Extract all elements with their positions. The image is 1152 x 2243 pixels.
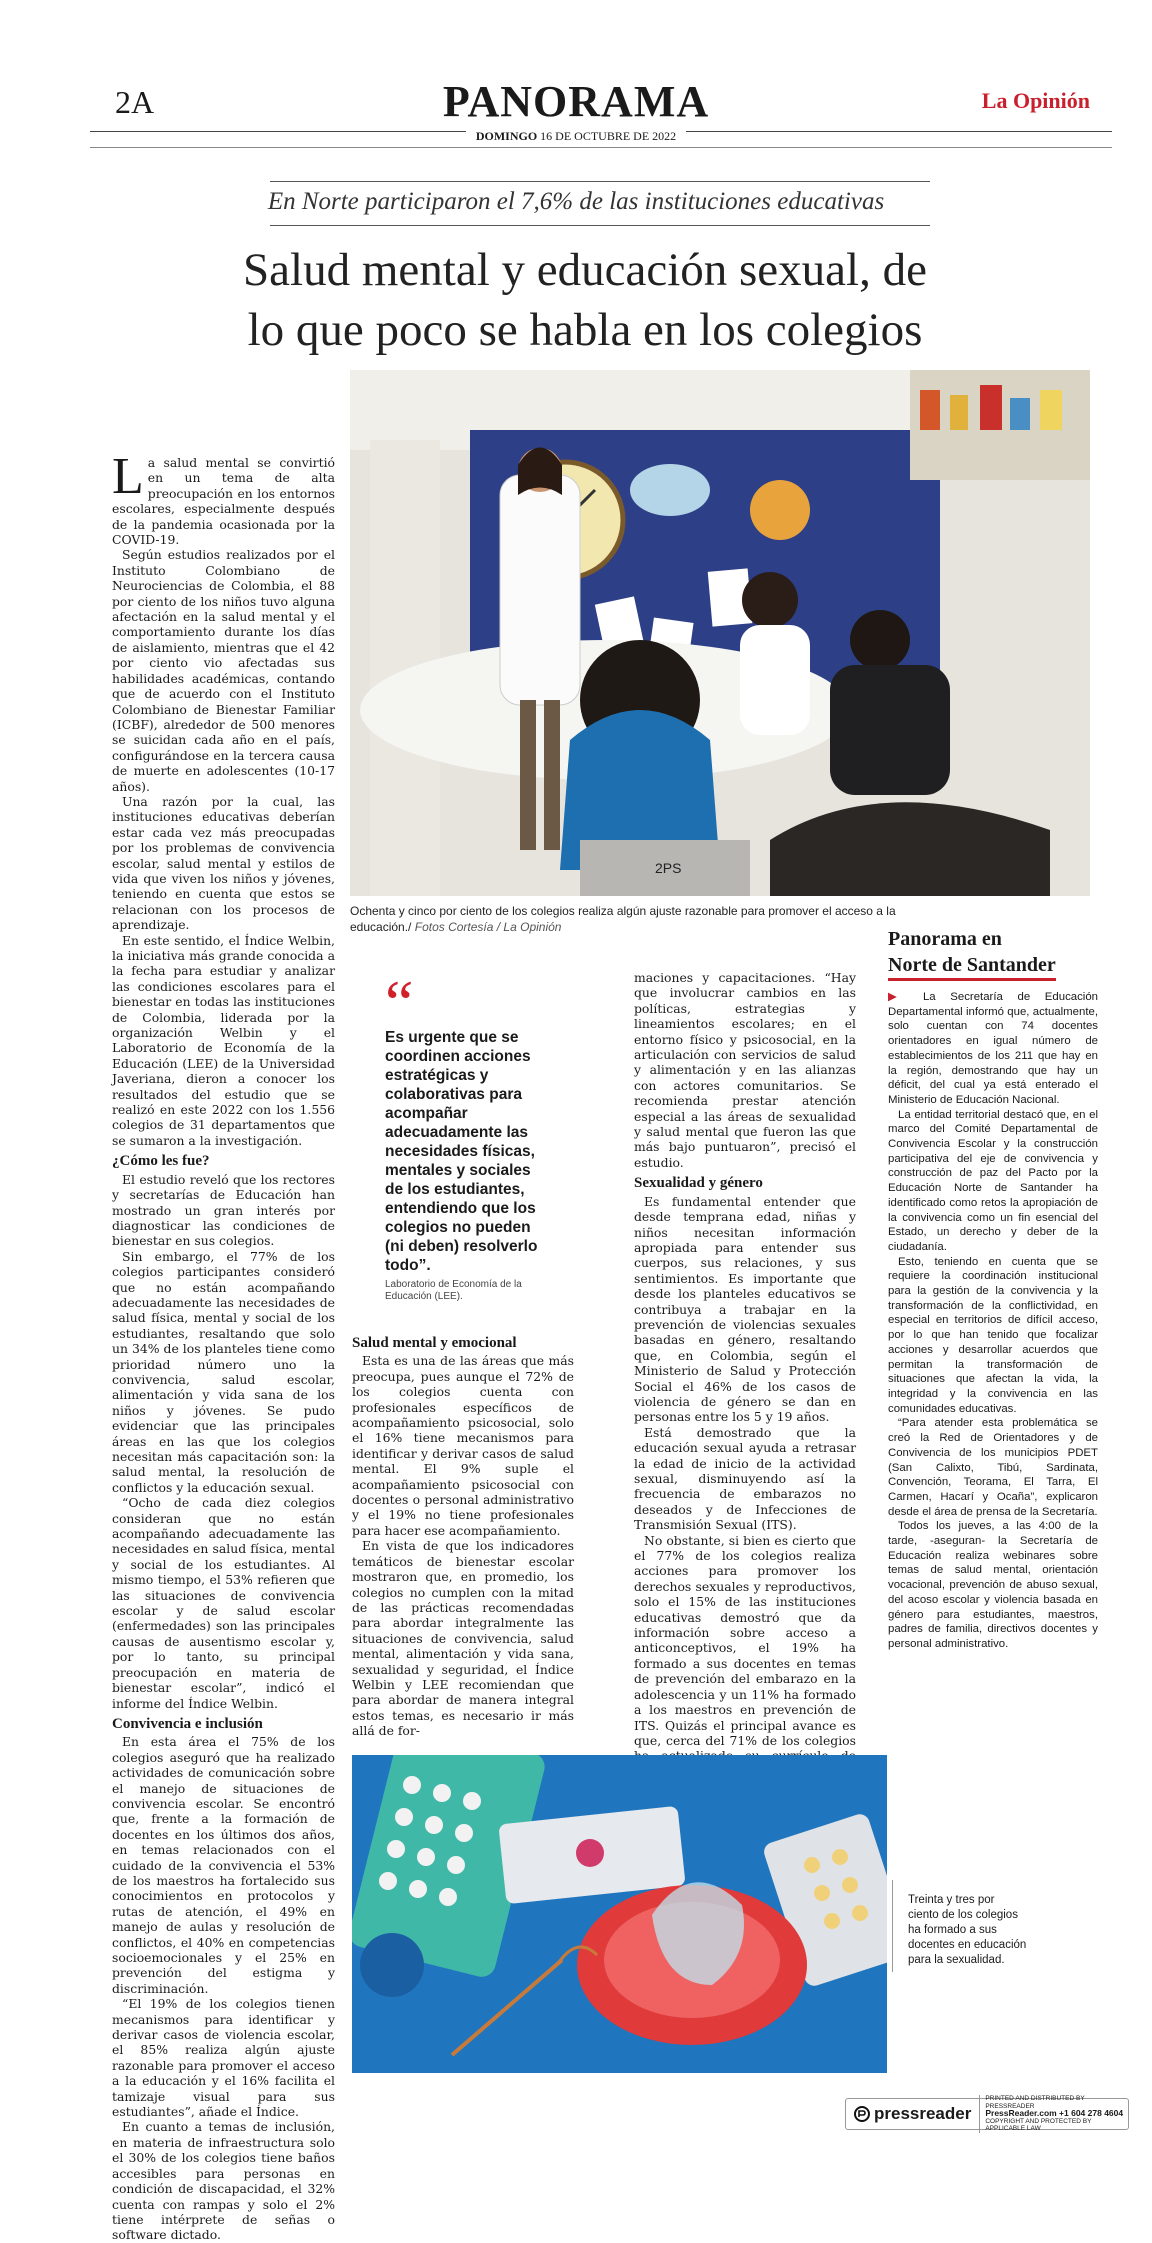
subheading: Salud mental y emocional	[352, 1335, 517, 1351]
caption-rule	[892, 1880, 893, 1972]
paragraph: El estudio reveló que los rectores y secretarías de Educación han mostrado un gran interés por diagnosticar las condiciones de bienestar en sus colegios.	[112, 1171, 335, 1249]
pressreader-notice	[979, 2095, 1128, 2133]
paragraph: En este sentido, el Índice Welbin, la iniciativa más grande conocida a la fecha para estudiar y analizar las condiciones escolares para el bienestar en todas las instituciones de Colombia, liderada por la organización Welbin y el Laboratorio de Economía de la Educación (LEE) de la Universidad Javeriana, dieron a conocer los resultados del estudio que se realizó en este 2022 con los 1.556 colegios de 31 departamentos que se sumaron a la investigación.	[112, 932, 335, 1148]
subheading: Sexualidad y género	[634, 1175, 763, 1192]
kicker: En Norte participaron el 7,6% de las instituciones educativas	[267, 188, 885, 215]
paragraph: La entidad territorial destacó que, en el marco del Comité Departamental de Convivencia Escolar y la construcción participativa del eje de convivencia y construcción de paz del Pacto por la Educación Norte de Santander ha identificado como retos la apropiación de la convivencia como un fin esencial del Estado, un derecho y deber de la ciudadanía.	[888, 1108, 1098, 1253]
paragraph: “El 19% de los colegios tienen mecanismos para identificar y derivar casos de violencia escolar, el 85% realiza algún ajuste razonable para promover el acceso a la educación y el 16% facilita el tamizaje visual para sus estudiantes”, añade el Índice.	[112, 1996, 335, 2120]
headline-line-2: lo que poco se habla en los colegios	[247, 304, 923, 356]
issue-date	[0, 129, 1152, 144]
sidebar-column	[888, 990, 1098, 1652]
article-column-1	[112, 448, 335, 2243]
paragraph: Todos los jueves, a las 4:00 de la tarde, -aseguran- la Secretaría de Educación realiza webinares sobre temas de salud mental, orientación vocacional, prevención de abuso sexual, del acoso escolar y violencia basada en género para estudiantes, maestros, padres de familia, directivos docentes y personal administrativo.	[888, 1520, 1098, 1650]
paragraph: Según estudios realizados por el Instituto Colombiano de Neurociencias de Colombia, el 88 por ciento de los niños tuvo alguna afectación en la salud mental y el comportamiento durante los días de aislamiento, mientras que el 42 por ciento vio afectadas sus habilidades académicas, contando que de acuerdo con el Instituto Colombiano de Bienestar Familiar (ICBF), alrededor de 500 menores se suicidan cada año en el país, configurándose en la tercera causa de muerte en adolescentes (10-17 años).	[112, 547, 335, 794]
newspaper-logo[interactable]: La Opinión	[981, 88, 1090, 113]
svg-text:2PS: 2PS	[655, 860, 682, 876]
paragraph: a salud mental se convirtió en un tema de alta preocupación en los entornos escolares, especialmente después de la pandemia ocasionada por la COVID-19.	[112, 455, 335, 548]
header-rule-bottom	[90, 147, 1112, 148]
paragraph: En esta área el 75% de los colegios aseguró que ha realizado actividades de comunicación sobre el manejo de situaciones de convivencia escolar. Se encontró que, frente a la formación de docentes en los últimos dos años, en temas relacionados con el cuidado de la convivencia el 53% de los maestros ha fortalecido sus conocimientos en protocolos y rutas de atención, el 49% en manejo de aulas y resolución de conflictos, el 40% en competencias socioemocionales y el 25% en prevención del estigma y discriminación.	[112, 1734, 335, 1996]
pressreader-logo-text: pressreader	[874, 2104, 972, 2123]
quote-attribution: Laboratorio de Economía de la Educación (LEE).	[385, 1279, 522, 1302]
page-number: 2A	[115, 84, 155, 120]
pressreader-line-1: PRINTED AND DISTRIBUTED BY PRESSREADER	[985, 2095, 1085, 2110]
photo-caption	[350, 903, 930, 935]
sidebar-title-line-1: Panorama en	[888, 928, 1002, 950]
photo-credit: Fotos Cortesía / La Opinión	[414, 920, 562, 934]
article-column-2	[352, 1330, 574, 1739]
sidebar-title-line-2: Norte de Santander	[888, 952, 1056, 981]
subheading: ¿Cómo les fue?	[112, 1153, 210, 1170]
date-day: DOMINGO	[475, 129, 538, 143]
pull-quote	[385, 967, 540, 1303]
contraceptives-photo	[352, 1755, 887, 2073]
pressreader-line-2: PressReader.com +1 604 278 4604	[985, 2108, 1124, 2119]
photo-caption-text: Ochenta y cinco por ciento de los colegios realiza algún ajuste razonable para promover el acceso a la educación./	[350, 904, 896, 934]
paragraph: Esta es una de las áreas que más preocupa, pues aunque el 72% de los colegios cuenta con profesionales específicos de acompañamiento psicosocial, solo el 16% tiene mecanismos para identificar y derivar casos de salud mental. El 9% suple el acompañamiento psicosocial con docentes o personal administrativo y el 19% no tiene profesionales para hacer ese acompañamiento.	[352, 1353, 574, 1538]
kicker-rule-bottom	[270, 225, 930, 226]
paragraph: La Secretaría de Educación Departamental informó que, actualmente, solo cuentan con 74 docentes orientadores en igual número de establecimientos de los 211 que hay en la región, demostrando que hay un déficit, del cual ya está enterado el Ministerio de Educación Nacional.	[888, 991, 1099, 1106]
paragraph: En cuanto a temas de inclusión, en materia de infraestructura solo el 30% de los colegios tiene baños accesibles para personas en condición de discapacidad, el 32% cuenta con rampas y solo el 2% tiene intérprete de señas o software dictado.	[112, 2119, 335, 2243]
date-rest: 16 DE OCTUBRE DE 2022	[540, 129, 677, 143]
pressreader-line-3: COPYRIGHT AND PROTECTED BY APPLICABLE LAW	[985, 2117, 1092, 2133]
paragraph: Una razón por la cual, las instituciones educativas deberían estar cada vez más preocupadas por los problemas de convivencia escolar, salud mental y estilos de vida que viven los niños y jóvenes, teniendo en cuenta que estos se relacionan con los procesos de aprendizaje.	[112, 793, 335, 933]
subheading: Convivencia e inclusión	[112, 1715, 263, 1732]
headline-line-1: Salud mental y educación sexual, de	[243, 244, 927, 296]
kicker-rule-top	[270, 181, 930, 182]
quote-mark-icon: “	[385, 967, 414, 1038]
paragraph: No obstante, si bien es cierto que el 77% de los colegios realiza acciones para promover los derechos sexuales y reproductivos, solo el 15% de las instituciones educativas demostró que da información sobre acceso a anticonceptivos, el 19% ha formado a sus docentes en temas de prevención del embarazo en la adolescencia y un 11% ha formado a los maestros en prevención de ITS. Quizás el principal avance es que, cerca del 71% de los colegios	[634, 1532, 856, 1748]
paragraph: Sin embargo, el 77% de los colegios participantes consideró que no están acompañando adecuadamente las necesidades de salud física, mental y social de los estudiantes, resaltando que solo un 34% de los planteles tiene como prioridad número uno la convivencia, salud escolar, alimentación y vida sana de los niños y jóvenes. Se pudo evidenciar que las principales áreas en las que los colegios necesitan más capacitación son: la salud mental, la resolución de conflictos y la educación sexual.	[112, 1248, 335, 1495]
bullet-triangle-icon: ▶	[888, 991, 909, 1003]
photo-caption-2: Treinta y tres por ciento de los colegios ha formado a sus docentes en educación para la sexualidad.	[908, 1894, 1027, 1966]
classroom-photo	[350, 370, 1090, 896]
section-title: PANORAMA	[442, 77, 710, 126]
paragraph: En vista de que los indicadores temáticos de bienestar escolar mostraron que, en promedio, los colegios no cumplen con la mitad de las prácticas recomendadas para abordar integralmente las situaciones de convivencia, salud mental, alimentación y vida sana, sexualidad y seguridad, el Índice Welbin y LEE recomiendan que para abordar de manera integral estos temas, es necesario ir más allá de for-	[352, 1538, 574, 1739]
paragraph: “Para atender esta problemática se creó la Red de Orientadores y de Convivencia de los municipios PDET (San Calixto, Tibú, Sardinata, Convención, Teorama, El Tarra, El Carmen, Hacarí y Ocaña”, explicaron desde el área de prensa de la Secretaría.	[888, 1417, 1098, 1518]
paragraph: Es fundamental entender que desde temprana edad, niñas y niños necesitan información apropiada para entender sus cuerpos, sus relaciones, y sus sentimientos. Es importante que desde los planteles educativos se contribuya a trabajar en la prevención de violencias sexuales basadas en género, resaltando que, en Colombia, según el Ministerio de Salud y Protección Social el 46% de los casos de violencia de género se dan en personas entre los 5 y 19 años.	[634, 1193, 856, 1425]
sidebar-title	[888, 926, 1098, 981]
pressreader-icon	[854, 2106, 870, 2122]
headline	[150, 240, 1020, 360]
article-column-3	[634, 970, 856, 1795]
pressreader-logo	[846, 2104, 979, 2124]
paragraph: maciones y capacitaciones. “Hay que involucrar cambios en las políticas, estrategias y lineamientos escolares; en el entorno físico y psicosocial, en la articulación con servicios de salud y alimentación y en las alianzas con actores comunitarios. Se recomienda prestar atención especial a las áreas de sexualidad y salud mental que fueron las que más bajo puntuaron”, precisó el estudio.	[634, 970, 856, 1170]
quote-text: Es urgente que se coordinen acciones estratégicas y colaborativas para acompañar adecuadamente las necesidades físicas, mentales y sociales de los estudiantes, entendiendo que los colegios no pueden (ni deben) resolverlo todo”.	[385, 1029, 538, 1274]
paragraph: Esto, teniendo en cuenta que se requiere la coordinación institucional para la gestión de la convivencia y la transformación de la conflictividad, en especial en territorios de difícil acceso, por lo que han tenido que focalizar acciones y desarrollar acuerdos que permitan la transformación de situaciones que afectan la vida, la integridad y la convivencia en las comunidades educativas.	[888, 1255, 1098, 1415]
drop-cap: L	[112, 448, 144, 505]
paragraph: “Ocho de cada diez colegios consideran que no están acompañando adecuadamente las necesidades en salud física, mental y social de los estudiantes. Al mismo tiempo, el 53% refieren que las situaciones de convivencia escolar y de salud escolar (enfermedades) son las principales causas de ausentismo escolar y, por lo tanto, su principal preocupación en materia de bienestar escolar”, indicó el informe del Índice Welbin.	[112, 1495, 335, 1711]
paragraph: Está demostrado que la educación sexual ayuda a retrasar la edad de inicio de la actividad sexual, disminuyendo así la frecuencia de embarazos no deseados y de Infecciones de Transmisión Sexual (ITS).	[634, 1424, 856, 1533]
pressreader-badge[interactable]	[845, 2095, 1129, 2133]
